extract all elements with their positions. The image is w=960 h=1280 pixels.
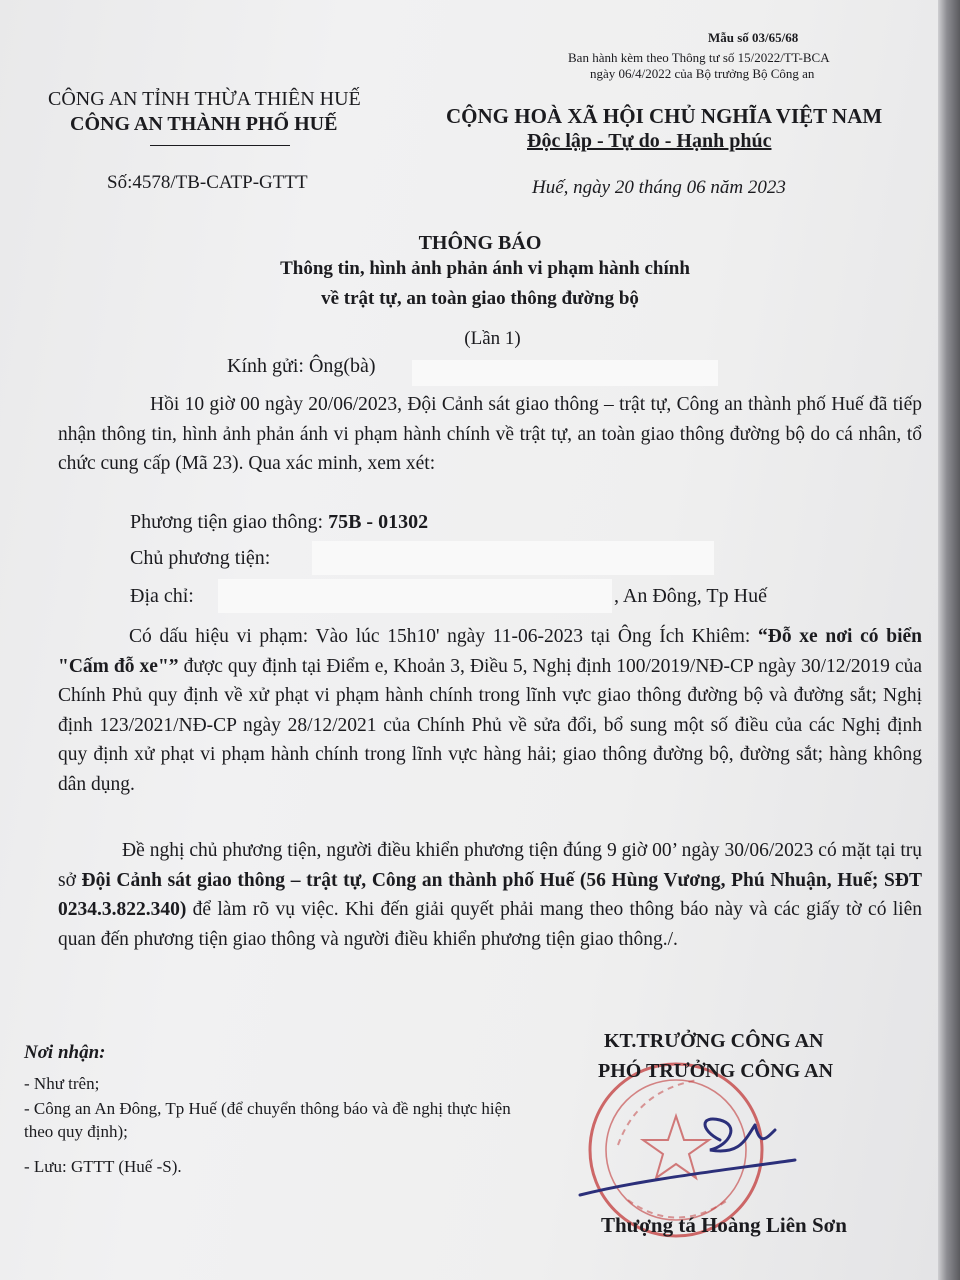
recipient-item: - Công an An Đông, Tp Huế (để chuyển thông báo và đề nghị thực hiện theo quy định);	[24, 1099, 511, 1141]
redacted-address	[218, 579, 612, 613]
signature-title-line-2: PHÓ TRƯỞNG CÔNG AN	[598, 1060, 834, 1082]
address-label: Địa chỉ:	[130, 585, 194, 607]
vehicle-field	[130, 511, 428, 534]
notice-times: (Lần 1)	[464, 328, 521, 349]
recipient-item: - Như trên;	[24, 1074, 100, 1093]
recipient-item: - Lưu: GTTT (Huế -S).	[24, 1157, 182, 1176]
issued-with-line-1: Ban hành kèm theo Thông tư số 15/2022/TT-BCA	[568, 50, 830, 65]
paragraph-receipt: Hồi 10 giờ 00 ngày 20/06/2023, Đội Cảnh sát giao thông – trật tự, Công an thành phố Huế đã tiếp nhận thông tin, hình ảnh phản ánh vi phạm hành chính về trật tự, an toàn giao thông đường bộ do cá nhân, tổ chức cung cấp (Mã 23). Qua xác minh, xem xét:	[58, 394, 922, 474]
owner-label: Chủ phương tiện:	[130, 547, 271, 569]
redacted-owner	[312, 541, 714, 575]
violation-intro: Có dấu hiệu vi phạm: Vào lúc 15h10' ngày 11-06-2023 tại Ông Ích Khiêm:	[129, 626, 751, 647]
form-number: Mẫu số 03/65/68	[708, 30, 799, 45]
agency-underline	[150, 145, 290, 146]
greeting: Kính gửi: Ông(bà)	[227, 355, 376, 377]
request-part-1: Đề nghị chủ phương tiện, người điều khiển phương tiện đúng 9 giờ 00’ ngày 30/06/2023 có mặt tại trụ sở	[58, 840, 922, 891]
signature-title-line-1: KT.TRƯỞNG CÔNG AN	[604, 1030, 824, 1052]
document-number: Số:4578/TB-CATP-GTTT	[107, 172, 308, 193]
issued-with-line-2: ngày 06/4/2022 của Bộ trưởng Bộ Công an	[590, 66, 815, 81]
subtitle-line-1: Thông tin, hình ảnh phản ánh vi phạm hành chính	[280, 258, 690, 279]
recipients-title: Nơi nhận:	[24, 1042, 106, 1063]
handwritten-signature	[570, 1100, 800, 1210]
signer-name: Thượng tá Hoàng Liên Sơn	[601, 1213, 847, 1237]
request-place: Đội Cảnh sát giao thông – trật tự, Công an thành phố Huế (56 Hùng Vương, Phú Nhuận, Huế; SĐT 0234.3.822.340)	[58, 869, 922, 920]
vehicle-label: Phương tiện giao thông:	[130, 511, 324, 533]
document-title: THÔNG BÁO	[418, 232, 542, 254]
paper-edge	[938, 0, 960, 1280]
national-motto: Độc lập - Tự do - Hạnh phúc	[527, 130, 772, 152]
vehicle-plate: 75B - 01302	[328, 511, 429, 533]
violation-name: “Đỗ xe nơi có biển "Cấm đỗ xe"”	[58, 626, 922, 677]
address-tail: , An Đông, Tp Huế	[614, 585, 767, 607]
subtitle-line-2: về trật tự, an toàn giao thông đường bộ	[321, 288, 639, 309]
paragraph-violation	[58, 622, 922, 799]
date-line: Huế, ngày 20 tháng 06 năm 2023	[532, 177, 786, 198]
paragraph-request	[58, 836, 922, 954]
nation-heading: CỘNG HOÀ XÃ HỘI CHỦ NGHĨA VIỆT NAM	[446, 104, 883, 128]
violation-legal-basis: được quy định tại Điểm e, Khoản 3, Điều 5, Nghị định 100/2019/NĐ-CP ngày 30/12/2019 của Chính Phủ quy định về xử phạt vi phạm hành chính trong lĩnh vực giao thông đường bộ và đường sắt; Nghị định 123/2021/NĐ-CP ngày 28/12/2021 của Chính Phủ về sửa đổi, bổ sung một số điều của các Nghị định quy định xử phạt vi phạm hành chính trong lĩnh vực hàng hải; giao thông đường bộ, đường sắt; hàng không dân dụng.	[58, 655, 923, 795]
request-part-2: để làm rõ vụ việc. Khi đến giải quyết phải mang theo thông báo này và các giấy tờ có liên quan đến phương tiện giao thông và người điều khiển phương tiện giao thông./.	[58, 899, 922, 950]
redacted-name	[412, 360, 718, 386]
agency-name: CÔNG AN THÀNH PHỐ HUẾ	[70, 113, 338, 135]
agency-parent: CÔNG AN TỈNH THỪA THIÊN HUẾ	[48, 88, 361, 110]
